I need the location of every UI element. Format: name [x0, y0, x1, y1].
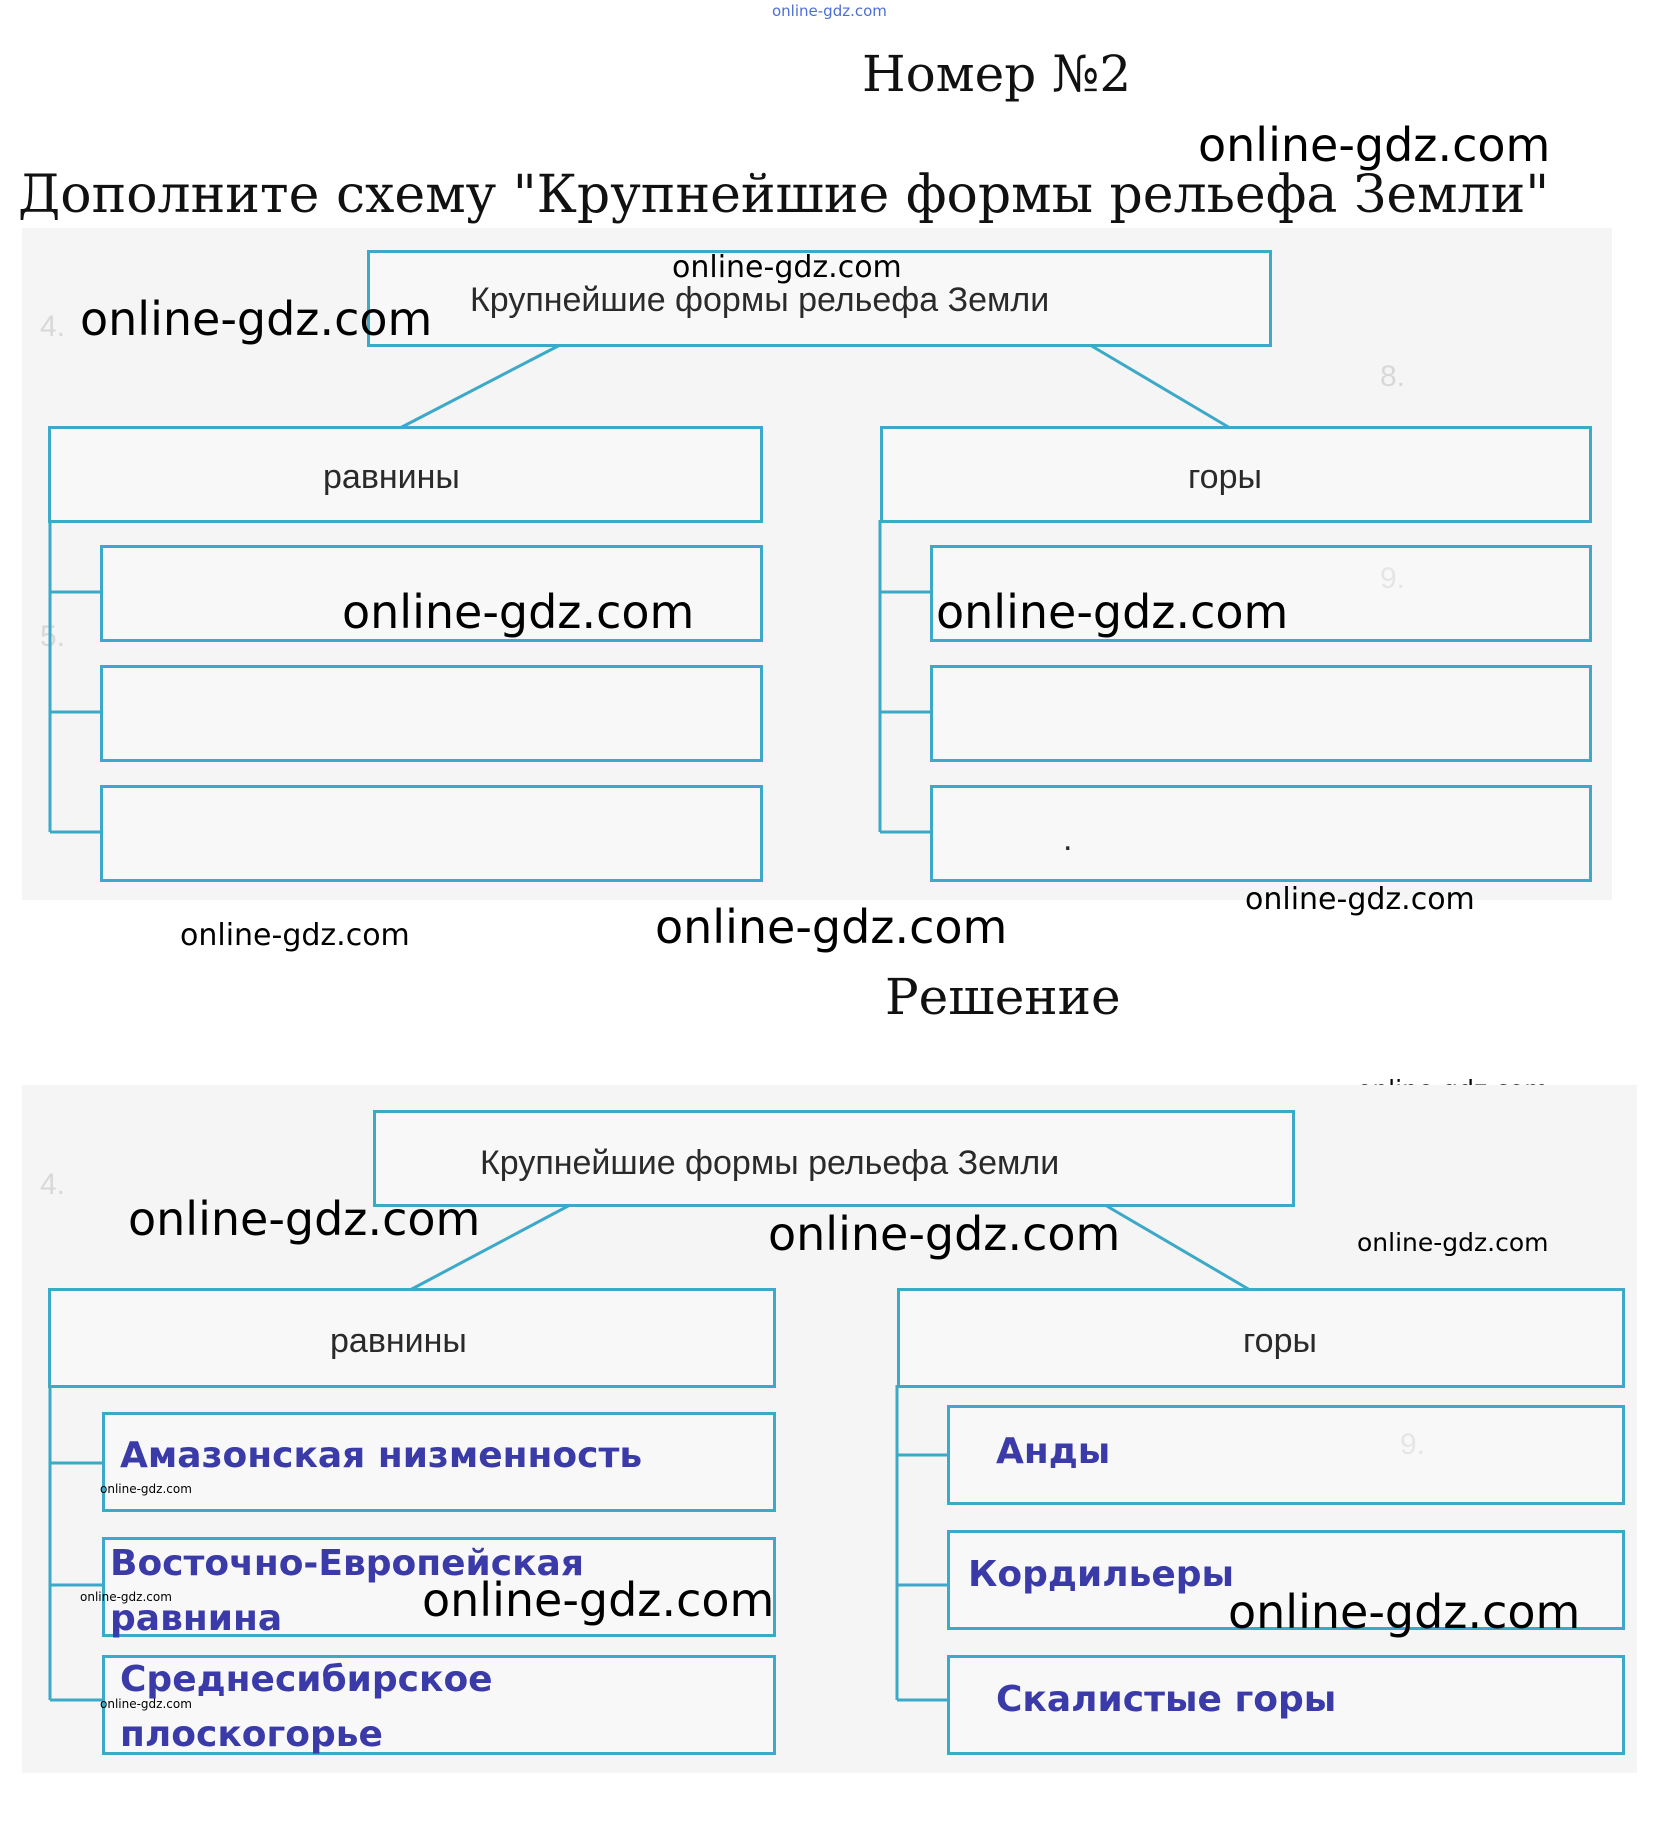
bleed-through-text: 4.: [40, 1168, 66, 1201]
mountains-label: горы: [1188, 458, 1262, 496]
watermark: online-gdz.com: [655, 900, 1008, 954]
mountain-answer-1: Анды: [996, 1431, 1111, 1472]
bleed-through-text: 4.: [40, 310, 66, 343]
mountain-answer-3: Скалистые горы: [996, 1679, 1337, 1720]
plain-answer-2-line-1: Восточно-Европейская: [110, 1543, 584, 1584]
solution-plains-label: равнины: [330, 1322, 467, 1360]
solution-mountains-label: горы: [1243, 1322, 1317, 1360]
watermark: online-gdz.com: [422, 1573, 775, 1627]
watermark: online-gdz.com: [342, 585, 695, 639]
watermark: online-gdz.com: [1228, 1585, 1581, 1639]
plain-answer-3-line-2: плоскогорье: [120, 1714, 383, 1755]
scheme-root-label: Крупнейшие формы рельефа Земли: [470, 281, 1050, 319]
watermark: online-gdz.com: [1245, 882, 1475, 917]
stray-dot: .: [1063, 820, 1073, 858]
plain-answer-3-line-1: Среднесибирское: [120, 1659, 493, 1700]
bleed-through-text: 8.: [1380, 360, 1406, 393]
watermark: online-gdz.com: [1357, 1228, 1549, 1257]
plain-answer-1-line-1: Амазонская низменность: [120, 1435, 643, 1476]
watermark: online-gdz.com: [672, 250, 902, 285]
watermark: online-gdz.com: [180, 918, 410, 953]
solution-root-label: Крупнейшие формы рельефа Земли: [480, 1144, 1060, 1182]
plain-answer-2-line-2: равнина: [110, 1598, 283, 1639]
solution-title: Решение: [885, 968, 1121, 1026]
bleed-through-text: 9.: [1400, 1428, 1426, 1461]
watermark: online-gdz.com: [1198, 118, 1551, 172]
watermark: online-gdz.com: [768, 1207, 1121, 1261]
watermark: online-gdz.com: [80, 292, 433, 346]
plains-label: равнины: [323, 458, 460, 496]
bleed-through-text: 5.: [40, 620, 66, 653]
task-title: Номер №2: [862, 45, 1132, 103]
plain-answer-1: [120, 1428, 642, 1483]
watermark: online-gdz.com: [100, 1482, 192, 1496]
watermark: online-gdz.com: [100, 1697, 192, 1711]
mountain-answer-2: Кордильеры: [968, 1554, 1235, 1595]
watermark: online-gdz.com: [80, 1590, 172, 1604]
watermark: online-gdz.com: [128, 1192, 481, 1246]
instruction-text: Дополните схему "Крупнейшие формы рельефа Земли": [18, 165, 1550, 225]
site-watermark-top: online-gdz.com: [772, 2, 887, 20]
bleed-through-text: 9.: [1380, 562, 1406, 595]
watermark: online-gdz.com: [936, 585, 1289, 639]
